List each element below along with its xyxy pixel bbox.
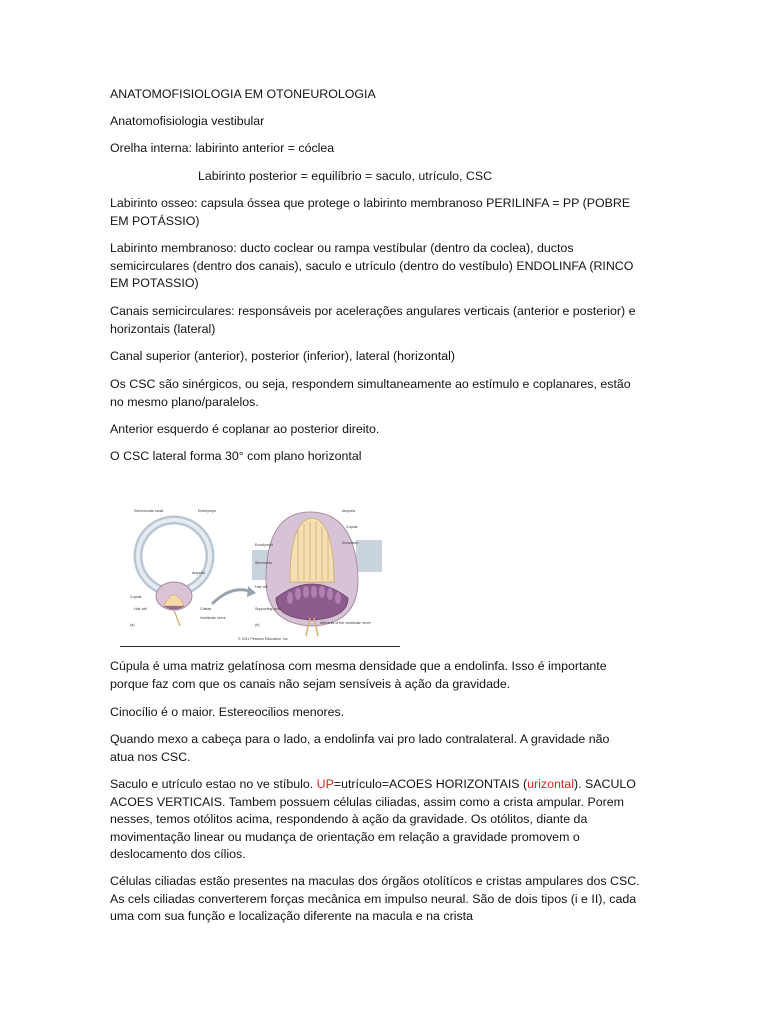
text-run: ). SACULO [573, 777, 636, 791]
paragraph-line: semicirculares (dentro dos canais), saculo e utrículo (dentro do vestíbulo) ENDOLINFA (RINCO [110, 258, 634, 273]
label-vestibular-nerve: Vestibular nerve [200, 616, 226, 620]
paragraph-line: Os CSC são sinérgicos, ou seja, respondem simultaneamente ao estímulo e coplanares, estão [110, 377, 631, 391]
label-copyright: © 2011 Pearson Education, Inc. [238, 637, 289, 641]
endolymph-channel [138, 520, 210, 592]
label-cristae: Cristae [200, 607, 212, 611]
paragraph-canais-semicirculares [110, 303, 660, 338]
text-run: =utrículo=ACOES HORIZONTAIS ( [333, 777, 528, 791]
paragraph-labirinto-posterior: Labirinto posterior = equilíbrio = saculo, utrículo, CSC [198, 169, 493, 183]
paragraph-line: nesses, temos otólitos acima, respondendo à ação da gravidade. Os otólitos, diante da [110, 812, 588, 826]
paragraph-line [110, 776, 660, 794]
paragraph-line: As cels ciliadas converterem forças mecânica em impulso neural. São de dois tipos (i e II), cada [110, 891, 637, 906]
paragraph-anterior-esquerdo: Anterior esquerdo é coplanar ao posterior direito. [110, 422, 380, 436]
canal-right-b [356, 540, 382, 572]
paragraph-csc-sinergicos [110, 376, 660, 411]
paragraph-celulas-ciliadas [110, 873, 660, 926]
paragraph-cinocilio: Cinocílio é o maior. Estereocilios menores. [110, 705, 345, 719]
label-panel-a: (a) [130, 623, 135, 627]
label-endolymph-b: Endolymph [255, 543, 273, 547]
label-afferents: Afferents of the vestibular nerve [320, 621, 371, 625]
document-title: ANATOMOFISIOLOGIA EM OTONEUROLOGIA [110, 87, 376, 101]
text-run-red-up: UP [316, 777, 334, 791]
text-run-red-urizontal: urizontal [527, 777, 574, 791]
zoom-arrow [212, 590, 252, 604]
paragraph-cabeca [110, 731, 660, 766]
paragraph-labirinto-osseo [110, 195, 660, 230]
paragraph-line: Labirinto osseo: capsula óssea que protege o labirinto membranoso PERILINFA = PP (POBRE [110, 196, 631, 210]
label-supporting-cells: Supporting cells [255, 607, 281, 611]
paragraph-line: ACOES VERTICAIS. Tambem possuem células ciliadas, assim como a crista ampular. Porem [110, 794, 624, 809]
label-ampulla-b: Ampulla [342, 509, 355, 513]
paragraph-canal-superior: Canal superior (anterior), posterior (inferior), lateral (horizontal) [110, 349, 456, 363]
label-stereocilia: Stereocilia [255, 561, 272, 565]
section-subtitle: Anatomofisiologia vestibular [110, 114, 265, 128]
paragraph-line: deslocamento dos cílios. [110, 847, 246, 861]
paragraph-line: Quando mexo a cabeça para o lado, a endolinfa vai pro lado contralateral. A gravidade não [110, 732, 610, 746]
paragraph-line: atua nos CSC. [110, 749, 191, 764]
paragraph-line: Cúpula é uma matriz gelatínosa com mesma densidade que a endolinfa. Isso é importante [110, 659, 607, 673]
paragraph-line: Labirinto membranoso: ducto coclear ou rampa vestíbular (dentro da coclea), ductos [110, 241, 574, 255]
paragraph-line: Canais semicirculares: responsáveis por acelerações angulares verticais (anterior e posterior) e [110, 304, 636, 318]
paragraph-line: no mesmo plano/paralelos. [110, 394, 259, 409]
label-hair-cell: Hair cell [134, 607, 147, 611]
label-semicircular-canal: Semicircular canal [134, 509, 164, 513]
paragraph-line: Células ciliadas estão presentes na maculas dos órgãos otolítícos e cristas ampulares dos CSC. [110, 874, 640, 888]
paragraph-line: horizontais (lateral) [110, 321, 216, 336]
paragraph-line: porque faz com que os canais não sejam sensíveis à ação da gravidade. [110, 676, 511, 691]
vestibular-nerve-a [174, 610, 180, 626]
paragraph-line: EM POTÁSSIO) [110, 213, 200, 228]
label-panel-b: (b) [255, 623, 260, 627]
label-cupula: Cupula [130, 595, 142, 599]
text-run: Saculo e utrículo estao no ve stíbulo. [110, 777, 317, 791]
label-hair-cell-b: Hair cell [255, 585, 268, 589]
paragraph-line: EM POTASSIO) [110, 276, 199, 290]
label-ampulla: Ampulla [192, 571, 205, 575]
label-endolymph: Endolymph [198, 509, 216, 513]
paragraph-line: uma com sua função e localização diferente na macula e na crista [110, 909, 473, 923]
paragraph-cupula [110, 658, 660, 693]
paragraph-csc-lateral: O CSC lateral forma 30° com plano horizontal [110, 449, 362, 463]
paragraph-labirinto-membranoso [110, 240, 660, 293]
paragraph-saculo-utriculo [110, 776, 660, 864]
label-kinocilium: Kinocilium [342, 541, 359, 545]
paragraph-line: movimentação linear ou mudança de orientação em relação a gravidade promovem o [110, 829, 580, 844]
ampulla-illustration [120, 500, 402, 648]
label-cupula-b: Cupula [346, 525, 358, 529]
ampulla-figure [120, 500, 402, 648]
figure-divider [120, 646, 400, 647]
paragraph-orelha-interna: Orelha interna: labirinto anterior = cóclea [110, 141, 335, 155]
